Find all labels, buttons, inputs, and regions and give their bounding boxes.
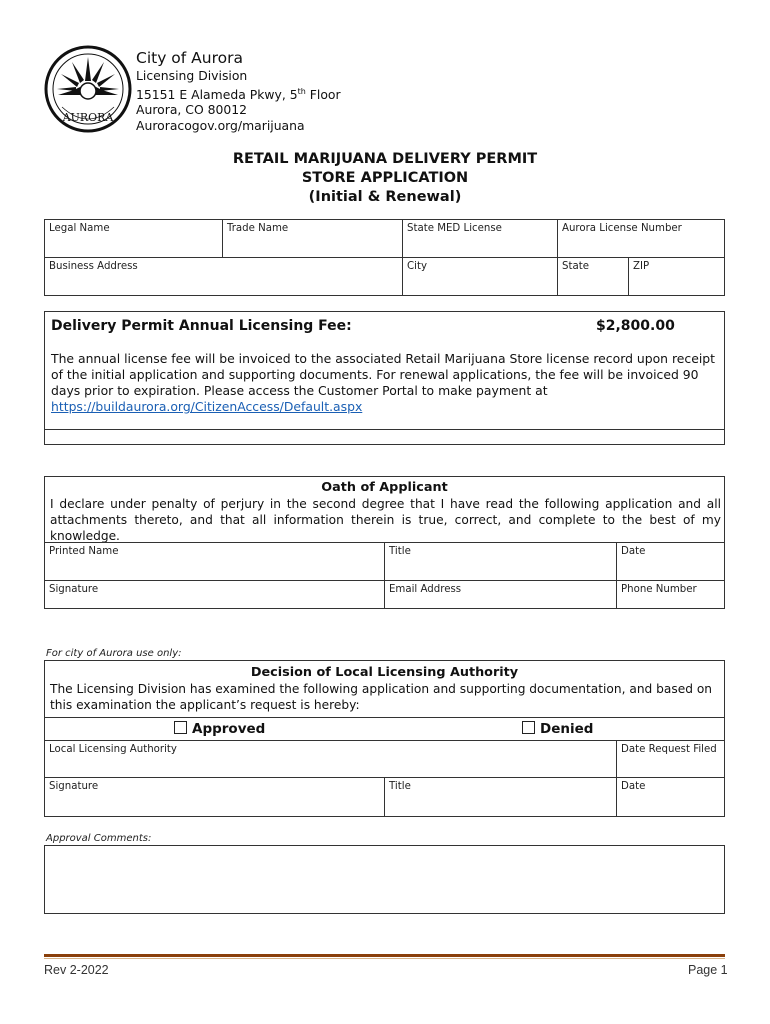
title-line-2: STORE APPLICATION: [301, 170, 469, 186]
title-line-1: RETAIL MARIJUANA DELIVERY PERMIT: [232, 151, 538, 167]
state-med-license-label: State MED License: [407, 223, 502, 234]
fee-description: The annual license fee will be invoiced to the associated Retail Marijuana Store license record upon receipt of the initial application and supporting documents. For renewal applications, the fee will be invoiced 90 days prior to expiration. Please access the Customer Portal to make payment at https://buildaurora.org/CitizenAccess/Default.aspx: [51, 351, 716, 414]
logo-text: AURORA: [62, 111, 114, 124]
page-number: Page 1: [688, 963, 728, 977]
approved-label: Approved: [192, 721, 266, 737]
official-signature-field[interactable]: [44, 777, 385, 817]
phone-number-field[interactable]: [616, 580, 725, 609]
date-request-filed-field[interactable]: [616, 740, 725, 778]
official-date-field[interactable]: [616, 777, 725, 817]
footer-rule-thin: [44, 958, 725, 959]
decision-section: [44, 660, 725, 718]
division-name: Licensing Division: [136, 68, 248, 83]
fee-amount: $2,800.00: [596, 318, 675, 334]
email-address-field[interactable]: [384, 580, 617, 609]
title-line-3: (Initial & Renewal): [308, 189, 462, 205]
applicant-title-label: Title: [389, 546, 411, 557]
official-date-label: Date: [621, 781, 646, 792]
city-field[interactable]: [402, 257, 558, 296]
applicant-date-field[interactable]: [616, 542, 725, 581]
revision-label: Rev 2-2022: [44, 963, 109, 977]
trade-name-field[interactable]: [222, 219, 403, 258]
approval-comments-box[interactable]: [44, 845, 725, 914]
denied-option[interactable]: [522, 721, 593, 737]
denied-label: Denied: [540, 721, 594, 737]
legal-name-field[interactable]: [44, 219, 223, 258]
applicant-date-label: Date: [621, 546, 646, 557]
business-address-field[interactable]: [44, 257, 403, 296]
city-state-zip: Aurora, CO 80012: [136, 102, 248, 118]
fee-section: [44, 311, 725, 445]
official-title-field[interactable]: [384, 777, 617, 817]
decision-options-row: [44, 717, 725, 741]
printed-name-field[interactable]: [44, 542, 385, 581]
printed-name-label: Printed Name: [49, 546, 119, 557]
state-label: State: [562, 261, 589, 272]
aurora-license-number-field[interactable]: [557, 219, 725, 258]
phone-number-label: Phone Number: [621, 584, 697, 595]
local-licensing-authority-label: Local Licensing Authority: [49, 744, 177, 755]
date-request-filed-label: Date Request Filed: [621, 744, 717, 755]
applicant-signature-field[interactable]: [44, 580, 385, 609]
local-licensing-authority-field[interactable]: [44, 740, 617, 778]
email-address-label: Email Address: [389, 584, 462, 595]
trade-name-label: Trade Name: [227, 223, 289, 234]
approval-comments-label: Approval Comments:: [46, 833, 152, 844]
city-label: City: [407, 261, 427, 272]
footer-rule: [44, 954, 725, 957]
agency-address-block: [136, 48, 341, 133]
city-of-aurora-seal-logo: [44, 45, 132, 133]
state-med-license-field[interactable]: [402, 219, 558, 258]
applicant-signature-label: Signature: [49, 584, 99, 595]
city-name: City of Aurora: [136, 49, 243, 67]
applicant-title-field[interactable]: [384, 542, 617, 581]
document-title: [0, 150, 770, 207]
street-address: 15151 E Alameda Pkwy, 5th Floor: [136, 86, 341, 102]
aurora-license-number-label: Aurora License Number: [562, 223, 682, 234]
fee-divider: [45, 429, 724, 430]
approved-option[interactable]: [174, 721, 265, 737]
official-signature-label: Signature: [49, 781, 99, 792]
legal-name-label: Legal Name: [49, 223, 110, 234]
denied-checkbox[interactable]: [522, 721, 535, 734]
approved-checkbox[interactable]: [174, 721, 187, 734]
official-title-label: Title: [389, 781, 411, 792]
business-address-label: Business Address: [49, 261, 138, 272]
fee-label: Delivery Permit Annual Licensing Fee:: [51, 318, 352, 334]
website: Auroracogov.org/marijuana: [136, 117, 305, 133]
oath-heading: Oath of Applicant: [321, 480, 448, 495]
oath-text: I declare under penalty of perjury in the second degree that I have read the following application and all attachments thereto, and that all information therein is true, correct, and complete to the best of my knowledge.: [50, 497, 721, 543]
customer-portal-link[interactable]: https://buildaurora.org/CitizenAccess/Default.aspx: [51, 399, 363, 414]
decision-heading: Decision of Local Licensing Authority: [250, 665, 519, 680]
official-use-note: For city of Aurora use only:: [46, 648, 182, 659]
zip-label: ZIP: [633, 261, 650, 272]
zip-field[interactable]: [628, 257, 725, 296]
state-field[interactable]: [557, 257, 629, 296]
decision-text: The Licensing Division has examined the following application and supporting documentation, and based on this examination the applicant’s request is hereby:: [50, 682, 712, 712]
